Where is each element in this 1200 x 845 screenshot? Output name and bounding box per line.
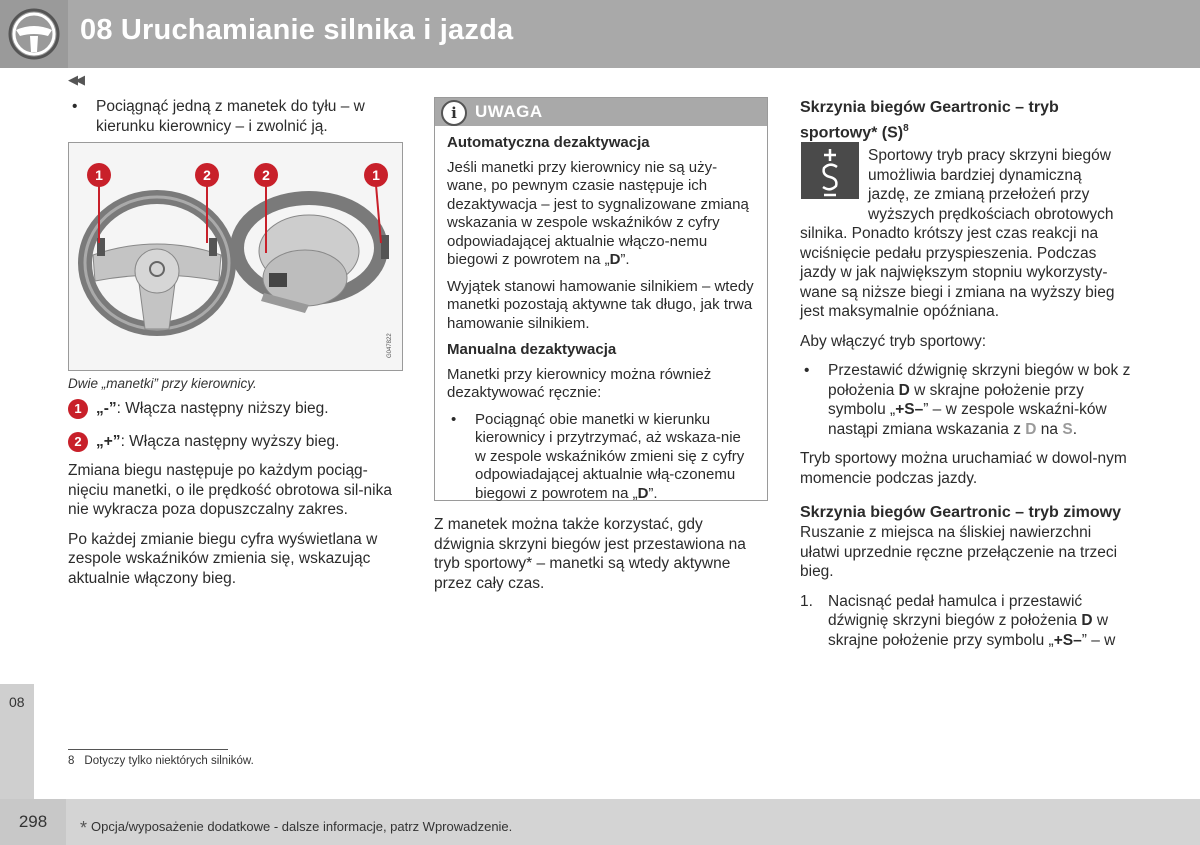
paragraph: Z manetek można także korzystać, gdy dźwignia skrzyni biegów jest przestawiona na tryb sportowy* – manetki są wtedy aktywne przez cały czas. [434, 516, 746, 592]
callout-badge [364, 163, 388, 187]
legend-symbol: „-” [96, 400, 117, 418]
paragraph: Aby włączyć tryb sportowy: [800, 332, 987, 350]
steering-wheel-icon [0, 0, 68, 68]
list-item: • Pociągnąć jedną z manetek do tyłu – w kierunku kierownicy – i zwolnić ją. [72, 98, 365, 135]
page-header [0, 0, 1200, 68]
list-item: • Pociągnąć obie manetki w kierunku kierownicy i przytrzymać, aż wskaza-nie w zespole wskaźników zmieni się z cyfry odpowiadającej aktualnie włą-czonemu biegowi z powrotem na „D”. [451, 410, 745, 502]
figure-code: G047822 [387, 333, 393, 358]
svg-text:1: 1 [372, 167, 380, 183]
paragraph: Zmiana biegu następuje po każdym pociąg-nięciu manetki, o ile prędkość obrotowa sil-nika nie wykracza poza dopuszczalny zakres. [68, 462, 392, 518]
svg-text:2: 2 [262, 167, 270, 183]
note-paragraph: Wyjątek stanowi hamowanie silnikiem – wtedy manetki pozostają aktywne tak długo, jak trwa hamowanie silnikiem. [447, 277, 754, 332]
svg-text:1: 1 [95, 167, 103, 183]
figure-caption: Dwie „manetki” przy kierownicy. [68, 376, 257, 391]
footer-note: * Opcja/wyposażenie dodatkowe - dalsze informacje, patrz Wprowadzenie. [80, 818, 513, 838]
sport-mode-icon [801, 142, 859, 199]
callout-badge [254, 163, 278, 187]
info-icon: i [441, 100, 467, 126]
wrapped-paragraph: Sportowy tryb pracy skrzyni biegów umożliwia bardziej dynamiczną jazdę, ze zmianą przełożeń przy wyższych prędkościach obrotowych [868, 147, 1114, 223]
steering-wheel-figure [68, 142, 403, 371]
numbered-step: 1. Nacisnąć pedał hamulca i przestawić dźwignię skrzyni biegów z położenia D w skrajne położenie przy symbolu „+S–” – w [800, 592, 1116, 649]
paragraph: Ruszanie z miejsca na śliskiej nawierzchni ułatwi uprzednie ręczne przełączenie na trzeci bieg. [800, 524, 1118, 581]
note-label: UWAGA [475, 102, 543, 121]
legend-item-1 [68, 399, 329, 419]
paragraph: silnika. Ponadto krótszy jest czas reakcji na wciśnięcie pedału przyspieszenia. Podczas jazdy w jak największym stopniu wykorzysty-wane są niższe biegi i zmiana na wyższy bieg jest maksymalnie opóźniana. [800, 225, 1115, 321]
svg-text:2: 2 [203, 167, 211, 183]
callout-badge [87, 163, 111, 187]
footnote-divider [68, 749, 228, 750]
left-column [68, 97, 398, 146]
legend-text: : Włącza następny wyższy bieg. [120, 433, 340, 451]
callout-badge: 2 [68, 432, 88, 452]
note-paragraph: Jeśli manetki przy kierownicy nie są uży-wane, po pewnym czasie następuje ich dezaktywacja – jest to sygnalizowane zmianą wskazania w zespole wskaźników z cyfry odpowiadającej aktualnie włączo-nemu biegowi z powrotem na „D”. [447, 158, 749, 268]
page-footer [0, 799, 1200, 845]
middle-text [434, 515, 766, 603]
page-title: 08 Uruchamianie silnika i jazda [80, 14, 514, 46]
legend-symbol: „+” [96, 433, 121, 451]
section-heading: Skrzynia biegów Geartronic – tryb sportowy* $(S)^8$ [800, 99, 1059, 142]
list-item: • Przestawić dźwignię skrzyni biegów w bok z położenia D w skrajne położenie przy symbolu „+S–” – w zespole wskaźni-ków nastąpi zmiana wskazania z D na S. [804, 362, 1131, 438]
paragraph: Po każdej zmianie biegu cyfra wyświetlana w zespole wskaźników zmienia się, wskazując aktualnie włączony bieg. [68, 530, 378, 587]
callout-badge [195, 163, 219, 187]
footnote: 8 Dotyczy tylko niektórych silników. [68, 755, 254, 767]
note-heading: Automatyczna dezaktywacja [447, 134, 650, 151]
note-box [434, 97, 768, 501]
note-heading: Manualna dezaktywacja [447, 341, 617, 358]
chapter-tab[interactable]: 08 [0, 684, 34, 799]
bullet-text: Pociągnąć jedną z manetek do tyłu – w kierunku kierownicy – i zwolnić ją. [96, 98, 365, 135]
left-lower-text [68, 461, 398, 598]
paragraph: Tryb sportowy można uruchamiać w dowol-nym momencie podczas jazdy. [800, 450, 1127, 487]
section-heading: Skrzynia biegów Geartronic – tryb zimowy [800, 504, 1121, 522]
note-paragraph: Manetki przy kierownicy można również dezaktywować ręcznie: [447, 365, 712, 401]
legend-text: : Włącza następny niższy bieg. [116, 400, 329, 418]
chevron-back-icon[interactable]: ◀◀ [68, 72, 82, 87]
page-number: 298 [0, 799, 66, 845]
note-header [435, 98, 767, 126]
callout-badge: 1 [68, 399, 88, 419]
legend-item-2 [68, 432, 339, 452]
